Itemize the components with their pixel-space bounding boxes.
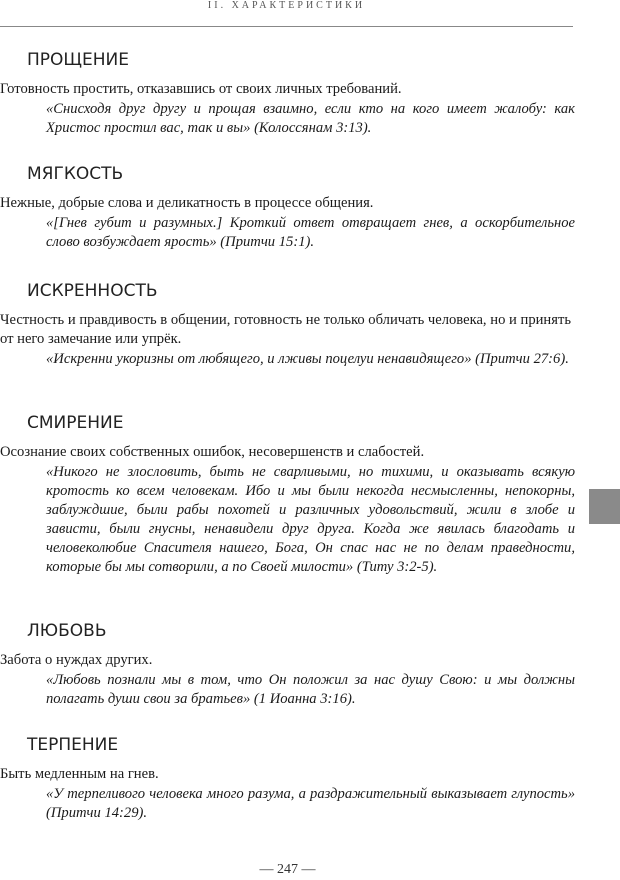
section-heading: ТЕРПЕНИЕ: [27, 735, 119, 755]
section-definition: Готовность простить, отказавшись от своих личных требований.: [0, 81, 402, 97]
section-love: [0, 621, 575, 709]
section-quote: «Никого не злословить, быть не сварливыми, но тихими, и оказывать всякую кротость ко всем человекам. Ибо и мы были некогда несмысленны, непокорны, заблуждшие, были рабы похотей и различных удовольствий, жили в злобе и зависти, были гнусны, ненавидели друг друга. Когда же явилась благодать и человеколюбие Спасителя нашего, Бога, Он спас нас не по делам праведности, которые бы мы сотворили, а по Своей милости» (Титу 3:2-5).: [46, 464, 575, 575]
section-patience: [0, 735, 575, 823]
section-humility: [0, 413, 575, 577]
section-quote: «Снисходя друг другу и прощая взаимно, если кто на кого имеет жалобу: как Христос простил вас, так и вы» (Колоссянам 3:13).: [46, 101, 575, 136]
section-heading: СМИРЕНИЕ: [27, 413, 124, 433]
section-heading: ЛЮБОВЬ: [27, 621, 107, 641]
section-quote: «Любовь познали мы в том, что Он положил за нас душу Свою: и мы должны полагать души свои за братьев» (1 Иоанна 3:16).: [46, 672, 575, 707]
section-heading: ПРОЩЕНИЕ: [27, 50, 129, 70]
section-definition: Осознание своих собственных ошибок, несовершенств и слабостей.: [0, 444, 425, 460]
section-definition: Честность и правдивость в общении, готовность не только обличать человека, но и принять от него замечание или упрёк.: [0, 312, 571, 347]
section-heading: МЯГКОСТЬ: [27, 164, 124, 184]
section-definition: Нежные, добрые слова и деликатность в процессе общения.: [0, 195, 374, 211]
section-heading: ИСКРЕННОСТЬ: [27, 281, 158, 301]
section-quote: «[Гнев губит и разумных.] Кроткий ответ отвращает гнев, а оскорбительное слово возбуждает ярость» (Притчи 15:1).: [46, 215, 575, 250]
chapter-side-tab: [589, 489, 620, 524]
section-definition: Быть медленным на гнев.: [0, 766, 159, 782]
section-sincerity: [0, 281, 575, 369]
page-number: — 247 —: [259, 862, 316, 877]
running-head: II. ХАРАКТЕРИСТИКИ: [0, 0, 573, 27]
section-forgiveness: [0, 50, 575, 138]
section-quote: «У терпеливого человека много разума, а раздражительный выказывает глупость» (Притчи 14:29).: [46, 786, 575, 821]
section-definition: Забота о нуждах других.: [0, 652, 153, 668]
section-quote: «Искренни укоризны от любящего, и лживы поцелуи ненавидящего» (Притчи 27:6).: [46, 351, 569, 367]
section-gentleness: [0, 164, 575, 252]
